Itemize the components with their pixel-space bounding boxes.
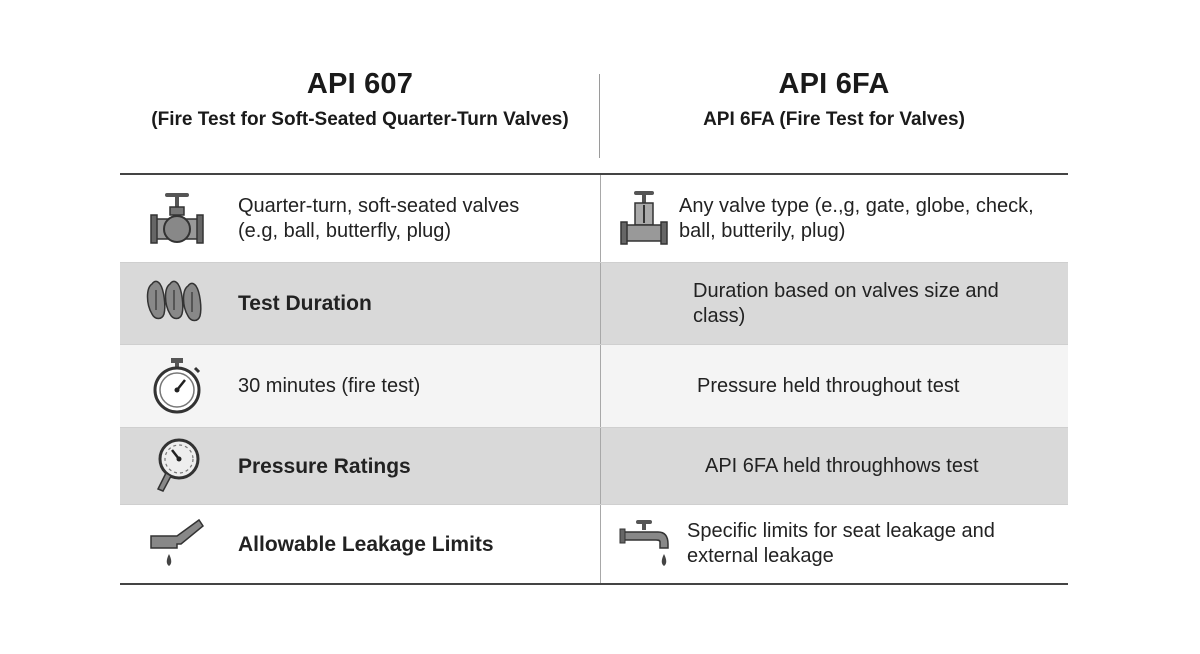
api-607-valve-type-cell xyxy=(120,175,600,262)
api-607-valve-type-line1: Quarter-turn, soft-seated valves xyxy=(238,194,520,217)
api-6fa-title: API 6FA xyxy=(778,68,890,100)
api-6fa-pressure-held-text: Pressure held throughout test xyxy=(697,374,960,397)
pressure-ratings-label: Pressure Ratings xyxy=(238,454,411,478)
row-test-duration xyxy=(120,263,1068,345)
api-6fa-valve-type-line2: ball, butterily, plug) xyxy=(679,219,846,242)
leakage-limits-label: Allowable Leakage Limits xyxy=(238,532,494,556)
api-6fa-valve-type-text xyxy=(679,194,1034,244)
api-6fa-leakage-limits-text xyxy=(687,519,995,569)
api-607-header xyxy=(120,62,600,158)
row-pressure-ratings xyxy=(120,428,1068,505)
footprints-icon xyxy=(144,274,210,334)
comparison-header xyxy=(120,62,1068,158)
api-6fa-header xyxy=(600,62,1068,158)
comparison-table xyxy=(120,173,1068,585)
api-6fa-test-duration-line1: Duration based on valves size and xyxy=(693,279,999,302)
api-6fa-valve-type-cell xyxy=(600,175,1069,262)
api-6fa-leakage-limits-cell xyxy=(600,505,1069,583)
row-fire-test-time xyxy=(120,345,1068,428)
stopwatch-icon xyxy=(144,356,210,416)
valve-icon xyxy=(144,189,210,249)
row-valve-type xyxy=(120,175,1068,263)
test-duration-label: Test Duration xyxy=(238,292,372,315)
api-6fa-subtitle: API 6FA (Fire Test for Valves) xyxy=(703,109,965,130)
api-607-pressure-ratings-cell xyxy=(120,428,600,504)
api-607-test-duration-cell xyxy=(120,263,600,344)
api-6fa-valve-type-line1: Any valve type (e.,g, gate, globe, check, xyxy=(679,194,1034,217)
api-6fa-test-duration-cell xyxy=(600,263,1069,344)
api-607-valve-type-text xyxy=(238,194,519,244)
api-6fa-leakage-limits-line1: Specific limits for seat leakage and xyxy=(687,520,995,542)
api-6fa-pressure-held-cell xyxy=(600,345,1069,427)
api-607-valve-type-line2: (e.g, ball, butterfly, plug) xyxy=(238,219,452,242)
fire-test-time-text: 30 minutes (fire test) xyxy=(238,374,421,397)
api-607-subtitle: (Fire Test for Soft-Seated Quarter-Turn Valves) xyxy=(151,109,569,130)
api-6fa-test-duration-line2: class) xyxy=(693,304,746,327)
leaking-pipe-icon xyxy=(144,514,210,574)
row-leakage-limits xyxy=(120,505,1068,583)
api-607-title: API 607 xyxy=(306,68,414,100)
api-6fa-test-duration-text xyxy=(693,279,999,329)
api-607-fire-test-time-cell xyxy=(120,345,600,427)
api-6fa-pressure-ratings-text: API 6FA held throughhows test xyxy=(705,454,979,477)
pressure-gauge-icon xyxy=(144,436,210,496)
faucet-icon xyxy=(613,514,679,574)
api-6fa-pressure-ratings-cell xyxy=(600,428,1069,504)
api-607-leakage-limits-cell xyxy=(120,505,600,583)
api-6fa-leakage-limits-line2: external leakage xyxy=(687,545,834,567)
gate-valve-icon xyxy=(611,189,677,249)
